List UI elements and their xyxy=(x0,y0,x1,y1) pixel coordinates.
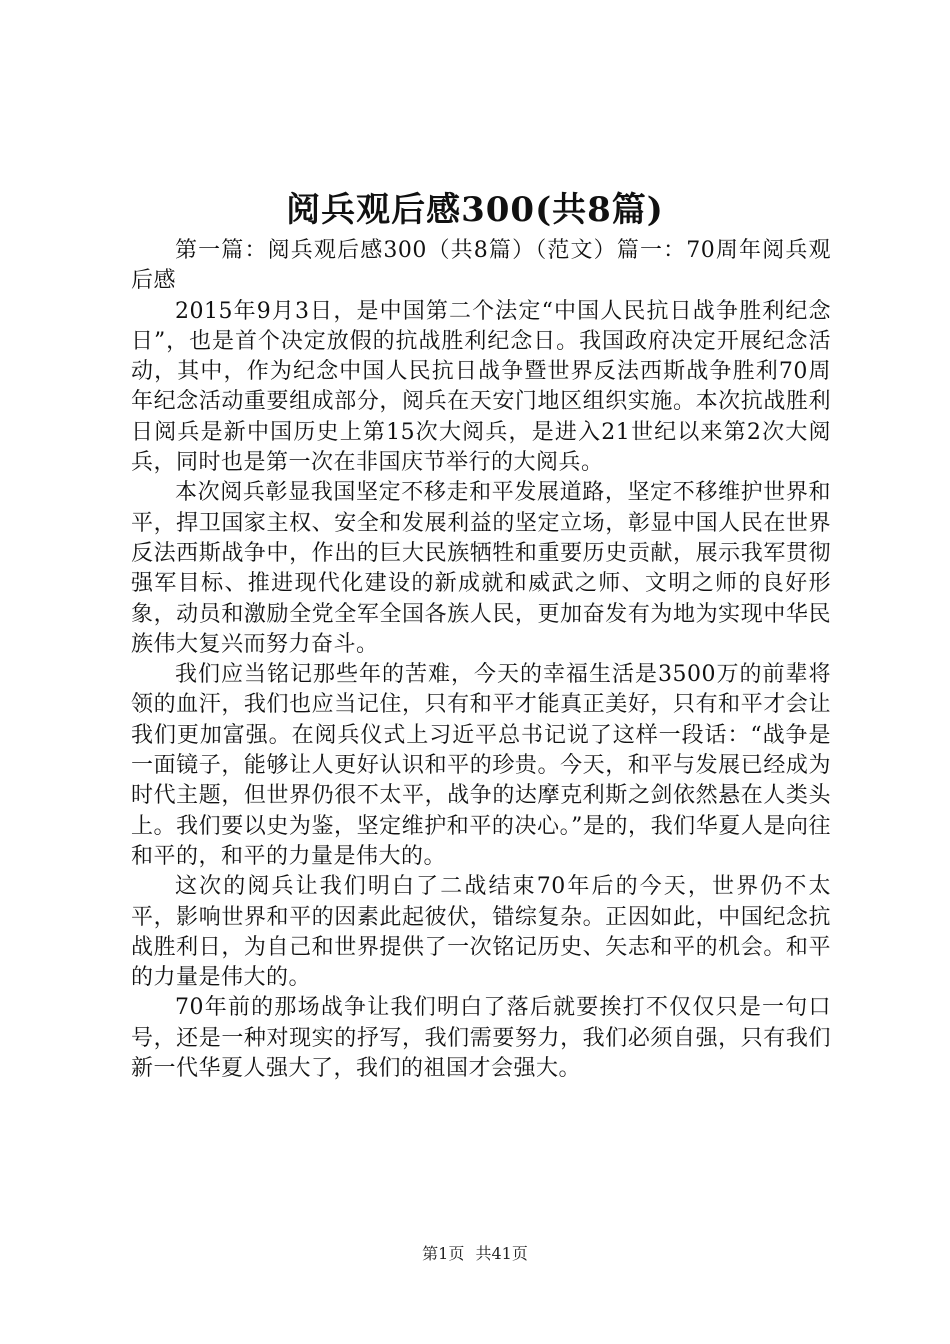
paragraph: 2015年9月3日，是中国第二个法定“中国人民抗日战争胜利纪念日”，也是首个决定放假的抗战胜利纪念日。我国政府决定开展纪念活动，其中，作为纪念中国人民抗日战争暨世界反法西斯战争胜利70周年纪念活动重要组成部分，阅兵在天安门地区组织实施。本次抗战胜利日阅兵是新中国历史上第15次大阅兵，是进入21世纪以来第2次大阅兵，同时也是第一次在非国庆节举行的大阅兵。 xyxy=(131,298,831,476)
paragraph: 第一篇：阅兵观后感300（共8篇）（范文）篇一：70周年阅兵观后感 xyxy=(131,238,831,294)
paragraph: 70年前的那场战争让我们明白了落后就要挨打不仅仅只是一句口号，还是一种对现实的抒写，我们需要努力，我们必须自强，只有我们新一代华夏人强大了，我们的祖国才会强大。 xyxy=(131,995,831,1082)
paragraph: 本次阅兵彰显我国坚定不移走和平发展道路，坚定不移维护世界和平，捍卫国家主权、安全和发展利益的坚定立场，彰显中国人民在世界反法西斯战争中，作出的巨大民族牺牲和重要历史贡献，展示我军贯彻强军目标、推进现代化建设的新成就和威武之师、文明之师的良好形象，动员和激励全党全军全国各族人民，更加奋发有为地为实现中华民族伟大复兴而努力奋斗。 xyxy=(131,480,831,657)
paragraph: 这次的阅兵让我们明白了二战结束70年后的今天，世界仍不太平，影响世界和平的因素此起彼伏，错综复杂。正因如此，中国纪念抗战胜利日，为自己和世界提供了一次铭记历史、矢志和平的机会。和平的力量是伟大的。 xyxy=(131,874,831,991)
paragraph: 我们应当铭记那些年的苦难，今天的幸福生活是3500万的前辈将领的血汗，我们也应当记住，只有和平才能真正美好，只有和平才会让我们更加富强。在阅兵仪式上习近平总书记说了这样一段话：“战争是一面镜子，能够让人更好认识和平的珍贵。今天，和平与发展已经成为时代主题，但世界仍很不太平，战争的达摩克利斯之剑依然悬在人类头上。我们要以史为鉴，坚定维护和平的决心。”是的，我们华夏人是向往和平的，和平的力量是伟大的。 xyxy=(131,662,831,869)
page-footer xyxy=(0,1243,950,1265)
page-total: 共41页 xyxy=(475,1244,528,1263)
page-number: 第1页 xyxy=(422,1244,465,1263)
document-body xyxy=(131,236,831,1084)
document-title: 阅兵观后感300(共8篇) xyxy=(286,190,664,230)
